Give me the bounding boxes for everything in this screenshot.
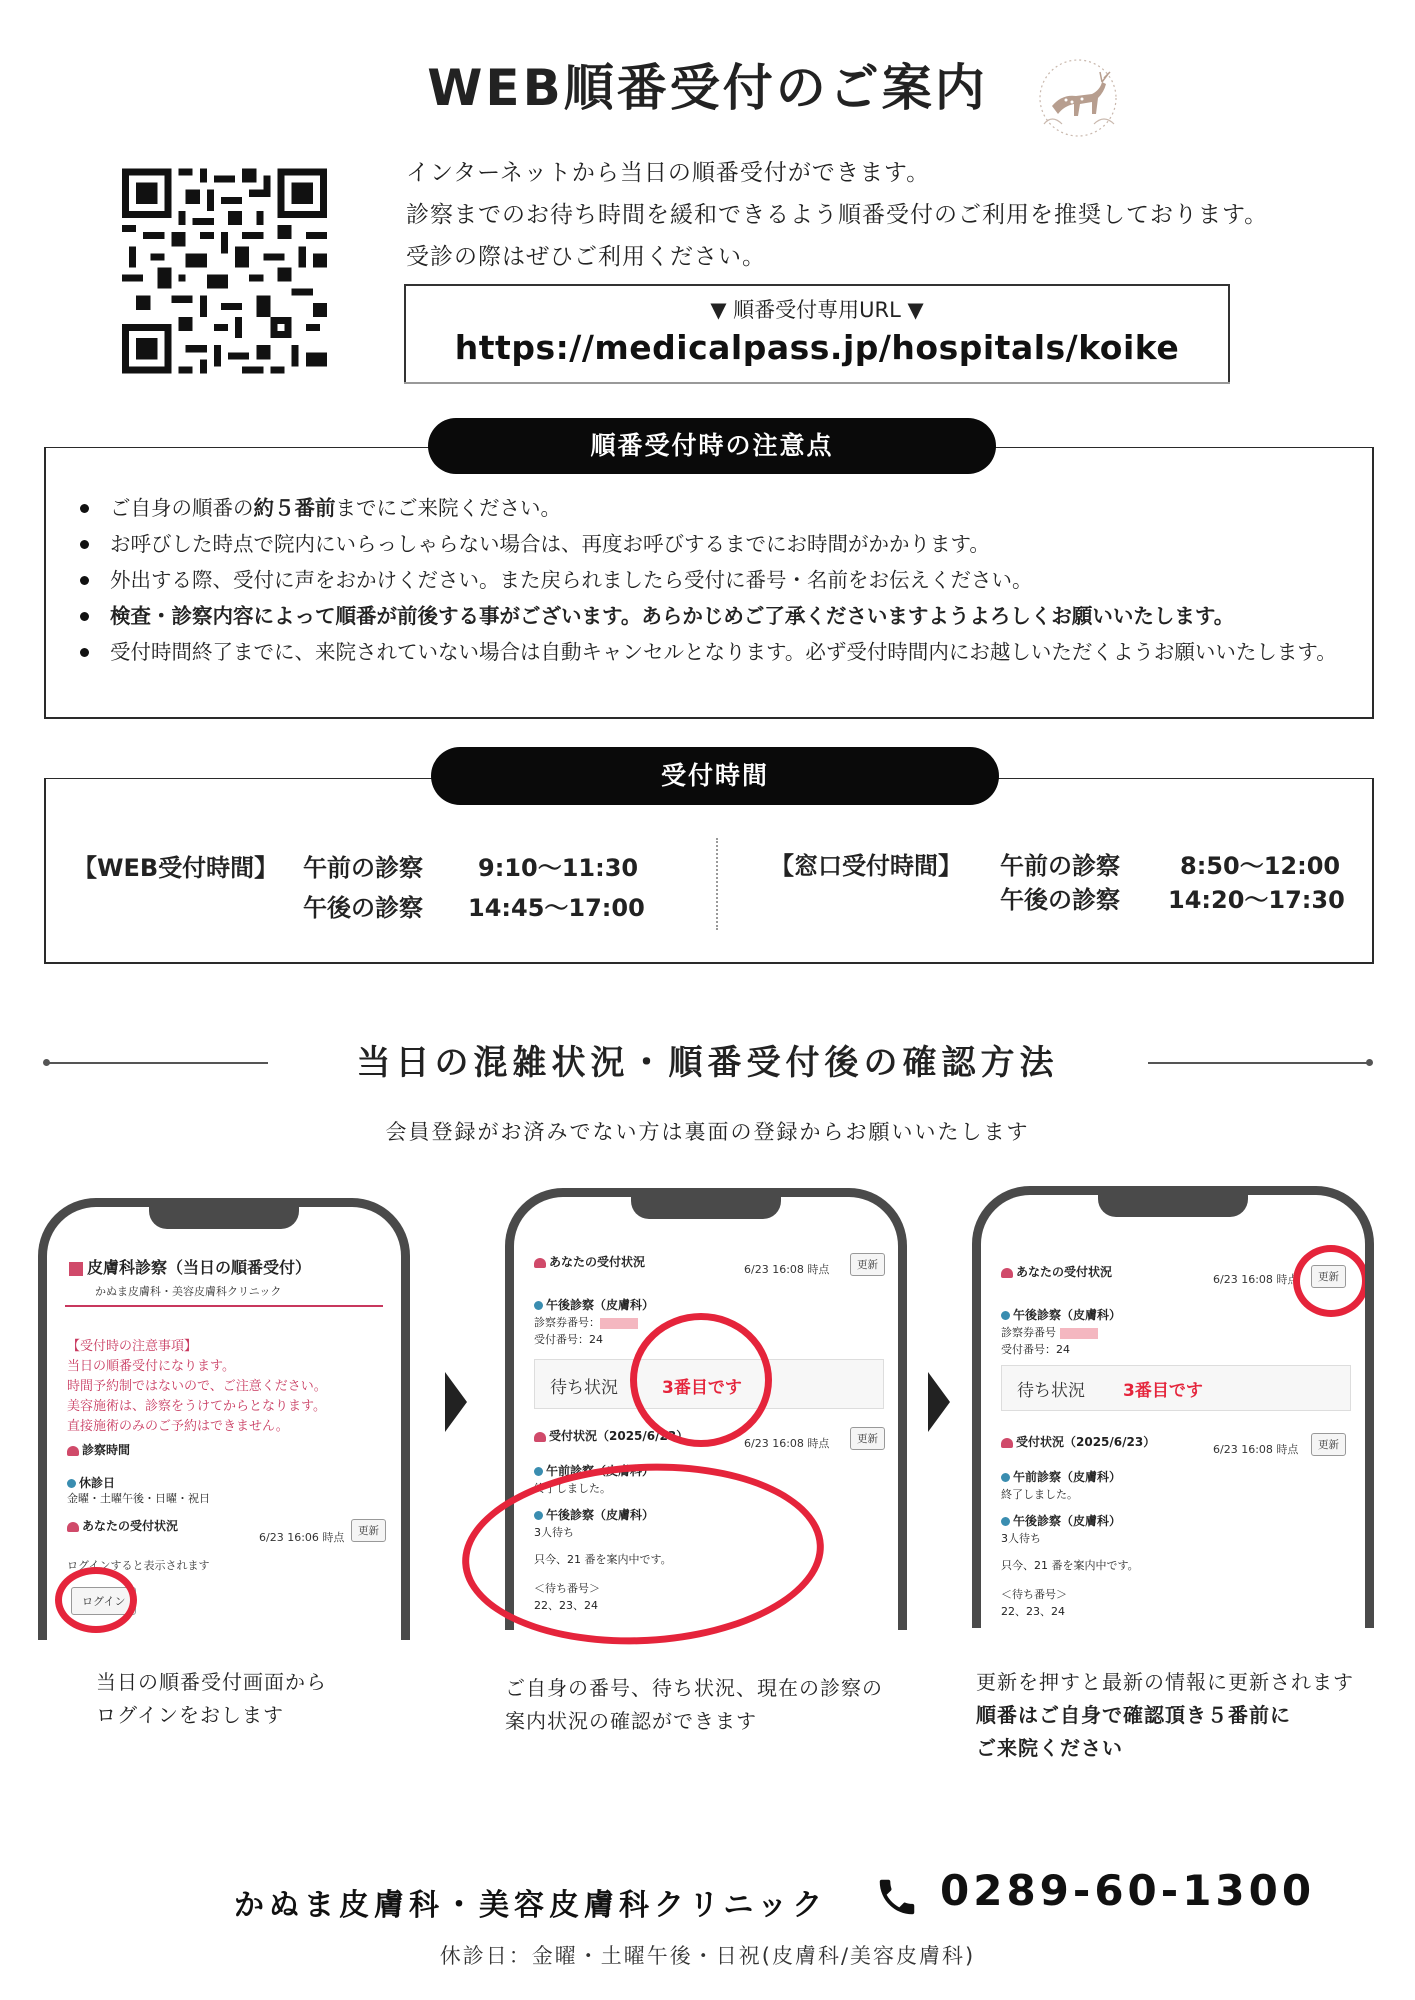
page-title: WEB順番受付のご案内: [427, 59, 988, 117]
clock-icon: [67, 1446, 79, 1456]
booking-url-link[interactable]: https://medicalpass.jp/hospitals/koike: [454, 328, 1180, 367]
web-am-label: 午前の診察: [303, 854, 423, 882]
update-button[interactable]: 更新: [850, 1253, 885, 1276]
user-icon: [1001, 1438, 1013, 1448]
divider-line: [1148, 1062, 1368, 1064]
telephone-icon: [874, 1874, 920, 1920]
howto-heading: 当日の混雑状況・順番受付後の確認方法: [356, 1043, 1059, 1083]
howto-subheading: 会員登録がお済みでない方は裏面の登録からお願いいたします: [385, 1120, 1030, 1144]
highlight-ring: [1293, 1245, 1369, 1317]
note-item: 外出する際、受付に声をおかけください。また戻られましたら受付に番号・名前をお伝えください。: [80, 562, 1360, 598]
closed-days: 休診日：金曜・土曜午後・日祝(皮膚科/美容皮膚科): [439, 1944, 976, 1968]
note-item: ご自身の順番の約５番前までにご来院ください。: [80, 490, 1360, 526]
window-am-label: 午前の診察: [1000, 852, 1120, 880]
qr-code-image: [122, 165, 327, 377]
notes-heading: 順番受付時の注意点: [428, 418, 996, 474]
step1-caption: 当日の順番受付画面から ログインをおします: [96, 1670, 327, 1727]
notes-list: [80, 490, 1360, 670]
note-item: 検査・診察内容によって順番が前後する事がございます。あらかじめご了承くださいますようよろしくお願いいたします。: [80, 598, 1360, 634]
hours-divider: [716, 838, 718, 930]
phone1-notice: 【受付時の注意事項】 当日の順番受付になります。 時間予約制ではないので、ご注意ください。 美容施術は、診察をうけてからとなります。 直接施術のみのご予約はできません。: [67, 1339, 327, 1434]
user-icon: [534, 1258, 546, 1268]
clinic-name: かぬま皮膚科・美容皮膚科クリニック: [234, 1888, 828, 1923]
step-arrow: [928, 1372, 950, 1432]
note-item: 受付時間終了までに、来院されていない場合は自動キャンセルとなります。必ず受付時間内にお越しいただくようお願いいたします。: [80, 634, 1360, 670]
user-icon: [67, 1522, 79, 1532]
clinic-deer-logo: [1022, 54, 1134, 142]
update-button[interactable]: 更新: [1311, 1433, 1346, 1456]
phone-screenshot-3: あなたの受付状況 6/23 16:08 時点 更新 午後診察（皮膚科） 診察券番号 受付番号：24 待ち状況 3番目です 受付状況（2025/6/23） 6/23 16:08 時点 更新 午前診察（皮膚科） 終了しました。 午後診察（皮膚科） 3人待ち 只今、21 番を案内中です。 ＜待ち番号＞ 22、23、24: [972, 1186, 1374, 1628]
phone-number-link[interactable]: 0289-60-1300: [940, 1866, 1316, 1915]
highlight-ring: [55, 1567, 137, 1633]
note-item: お呼びした時点で院内にいらっしゃらない場合は、再度お呼びするまでにお時間がかかります。: [80, 526, 1360, 562]
step-arrow: [445, 1372, 467, 1432]
phone1-title: 皮膚科診察（当日の順番受付）: [87, 1258, 312, 1277]
hospital-icon: [69, 1262, 83, 1276]
window-am-time: 8:50～12:00: [1180, 852, 1341, 880]
wait-position: 3番目です: [662, 1378, 742, 1398]
update-button[interactable]: 更新: [351, 1519, 386, 1542]
user-icon: [534, 1432, 546, 1442]
window-hours-label: 【窓口受付時間】: [770, 852, 962, 880]
highlight-ring: [630, 1313, 772, 1447]
phone-screenshot-2: あなたの受付状況 6/23 16:08 時点 更新 午後診察（皮膚科） 診察券番号： 受付番号：24 待ち状況 3番目です 受付状況（2025/6/23） 6/23 16:08 時点 更新 午前診察（皮膚科） 終了しました。 午後診察（皮膚科） 3人待ち 只今、21 番を案内中です。 ＜待ち番号＞ 22、23、24: [505, 1188, 907, 1630]
divider-dot: [1366, 1059, 1373, 1066]
web-pm-time: 14:45～17:00: [468, 894, 645, 922]
login-button[interactable]: ログイン: [71, 1587, 136, 1615]
wait-position: 3番目です: [1123, 1381, 1203, 1401]
update-button[interactable]: 更新: [1311, 1265, 1346, 1288]
update-button[interactable]: 更新: [850, 1427, 885, 1450]
url-box: [404, 284, 1230, 384]
phone1-clinic: かぬま皮膚科・美容皮膚科クリニック: [95, 1285, 282, 1298]
web-hours-label: 【WEB受付時間】: [73, 854, 279, 882]
window-pm-label: 午後の診察: [1000, 886, 1120, 914]
phone-screenshot-1: 皮膚科診察（当日の順番受付） かぬま皮膚科・美容皮膚科クリニック 【受付時の注意事項】 当日の順番受付になります。 時間予約制ではないので、ご注意ください。 美容施術は、診察をうけてからとなります。 直接施術のみのご予約はできません。 診察時間 休診日 金曜・土曜午後・日曜・祝日 あなたの受付状況 6/23 16:06 時点 更新 ログインすると表示されます ログイン: [38, 1198, 410, 1640]
step3-caption: 更新を押すと最新の情報に更新されます 順番はご自身で確認頂き５番前に ご来院ください: [976, 1670, 1354, 1760]
web-am-time: 9:10～11:30: [478, 854, 639, 882]
hours-heading: 受付時間: [431, 747, 999, 805]
user-icon: [1001, 1268, 1013, 1278]
intro-text: インターネットから当日の順番受付ができます。 診察までのお待ち時間を緩和できるよう順番受付のご利用を推奨しております。 受診の際はぜひご利用ください。: [406, 160, 1269, 270]
step2-caption: ご自身の番号、待ち状況、現在の診察の 案内状況の確認ができます: [505, 1676, 883, 1733]
web-pm-label: 午後の診察: [303, 894, 423, 922]
url-label: ▼ 順番受付専用URL ▼: [710, 298, 924, 322]
window-pm-time: 14:20～17:30: [1168, 886, 1345, 914]
